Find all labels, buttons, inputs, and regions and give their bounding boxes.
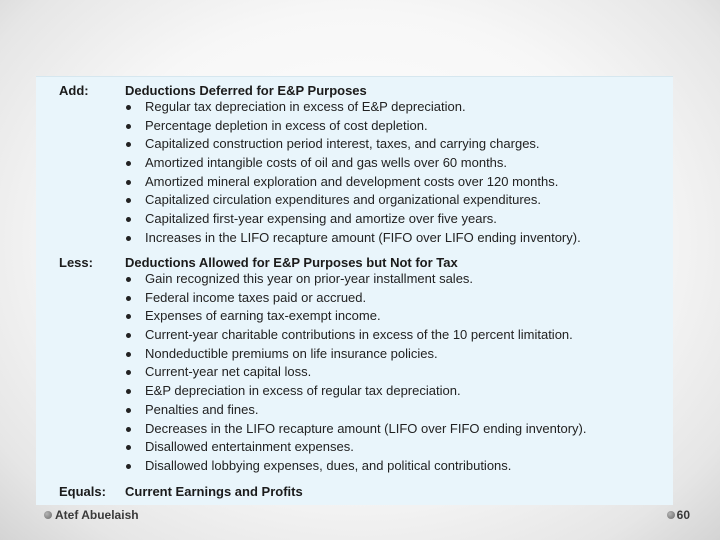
content-panel	[36, 76, 673, 505]
less-list	[125, 270, 586, 476]
footer-page	[667, 507, 690, 523]
list-item: Capitalized circulation expenditures and organizational expenditures.	[125, 191, 581, 210]
equals-heading: Current Earnings and Profits	[125, 484, 303, 499]
footer-author	[44, 507, 139, 523]
add-heading: Deductions Deferred for E&P Purposes	[125, 83, 367, 98]
less-label: Less:	[59, 255, 93, 270]
list-item: Current-year net capital loss.	[125, 363, 586, 382]
list-item: Nondeductible premiums on life insurance policies.	[125, 345, 586, 364]
equals-label: Equals:	[59, 484, 106, 499]
list-item: Federal income taxes paid or accrued.	[125, 289, 586, 308]
list-item: Disallowed lobbying expenses, dues, and political contributions.	[125, 457, 586, 476]
list-item: Amortized mineral exploration and development costs over 120 months.	[125, 173, 581, 192]
list-item: Percentage depletion in excess of cost depletion.	[125, 117, 581, 136]
add-label: Add:	[59, 83, 89, 98]
list-item: Current-year charitable contributions in excess of the 10 percent limitation.	[125, 326, 586, 345]
list-item: Capitalized construction period interest, taxes, and carrying charges.	[125, 135, 581, 154]
bullet-dot-icon	[667, 511, 675, 519]
list-item: E&P depreciation in excess of regular tax depreciation.	[125, 382, 586, 401]
list-item: Regular tax depreciation in excess of E&P depreciation.	[125, 98, 581, 117]
author-name: Atef Abuelaish	[55, 508, 139, 522]
page-number: 60	[676, 508, 690, 522]
add-list	[125, 98, 581, 248]
list-item: Decreases in the LIFO recapture amount (LIFO over FIFO ending inventory).	[125, 420, 586, 439]
list-item: Expenses of earning tax-exempt income.	[125, 307, 586, 326]
list-item: Capitalized first-year expensing and amortize over five years.	[125, 210, 581, 229]
less-heading: Deductions Allowed for E&P Purposes but Not for Tax	[125, 255, 458, 270]
bullet-dot-icon	[44, 511, 52, 519]
list-item: Disallowed entertainment expenses.	[125, 438, 586, 457]
list-item: Increases in the LIFO recapture amount (FIFO over LIFO ending inventory).	[125, 229, 581, 248]
list-item: Gain recognized this year on prior-year installment sales.	[125, 270, 586, 289]
list-item: Penalties and fines.	[125, 401, 586, 420]
list-item: Amortized intangible costs of oil and gas wells over 60 months.	[125, 154, 581, 173]
